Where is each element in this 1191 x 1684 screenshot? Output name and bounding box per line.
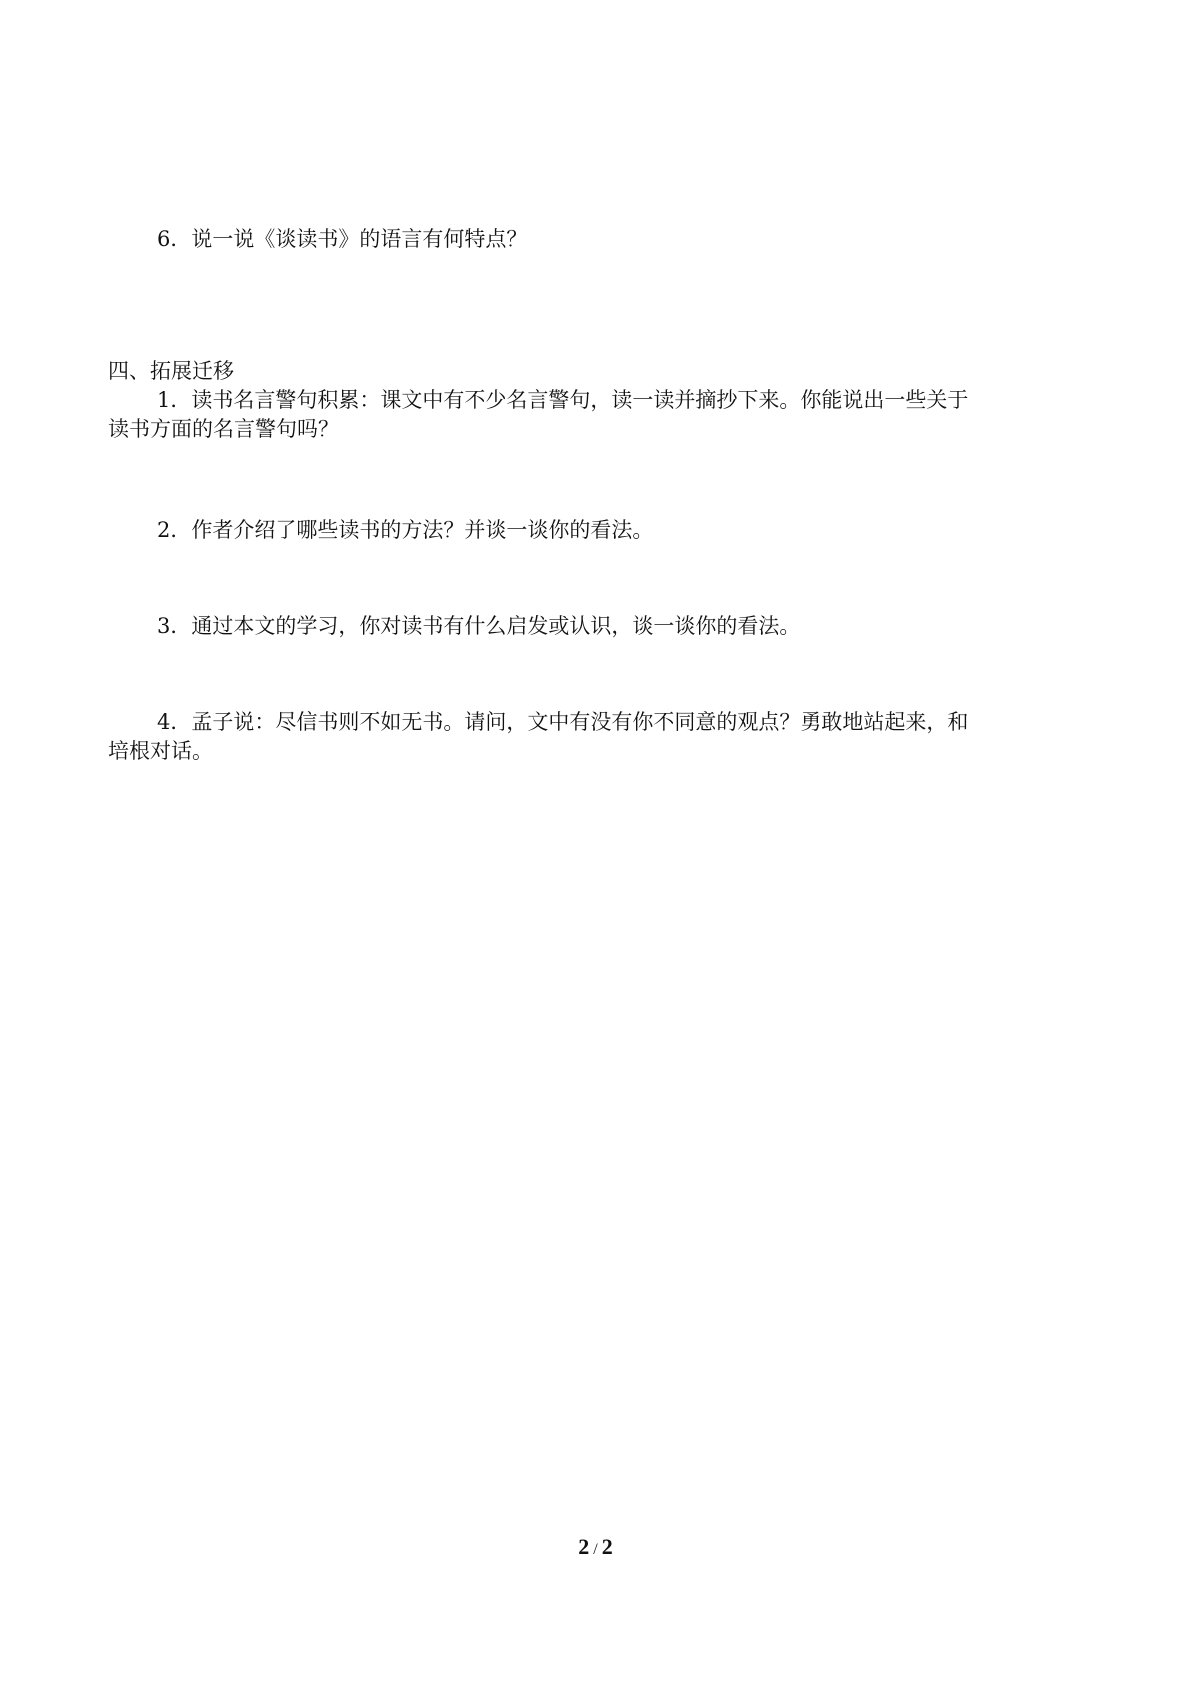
- page-separator: /: [593, 1541, 598, 1558]
- question-6: 6．说一说《谈读书》的语言有何特点？: [157, 227, 528, 251]
- question-3: 3．通过本文的学习，你对读书有什么启发或认识，谈一谈你的看法。: [157, 614, 801, 638]
- total-pages: 2: [601, 1534, 613, 1559]
- page-number: [0, 1532, 1191, 1565]
- question-4-line-2: 培根对话。: [108, 739, 213, 763]
- question-2: 2．作者介绍了哪些读书的方法？并谈一谈你的看法。: [157, 518, 654, 542]
- question-4-line-1: 4．孟子说：尽信书则不如无书。请问，文中有没有你不同意的观点？勇敢地站起来，和: [157, 710, 969, 734]
- question-1-line-1: 1．读书名言警句积累：课文中有不少名言警句，读一读并摘抄下来。你能说出一些关于: [157, 388, 969, 412]
- question-1-line-2: 读书方面的名言警句吗？: [108, 417, 339, 441]
- section-heading: 四、拓展迁移: [108, 359, 234, 383]
- current-page: 2: [578, 1534, 590, 1559]
